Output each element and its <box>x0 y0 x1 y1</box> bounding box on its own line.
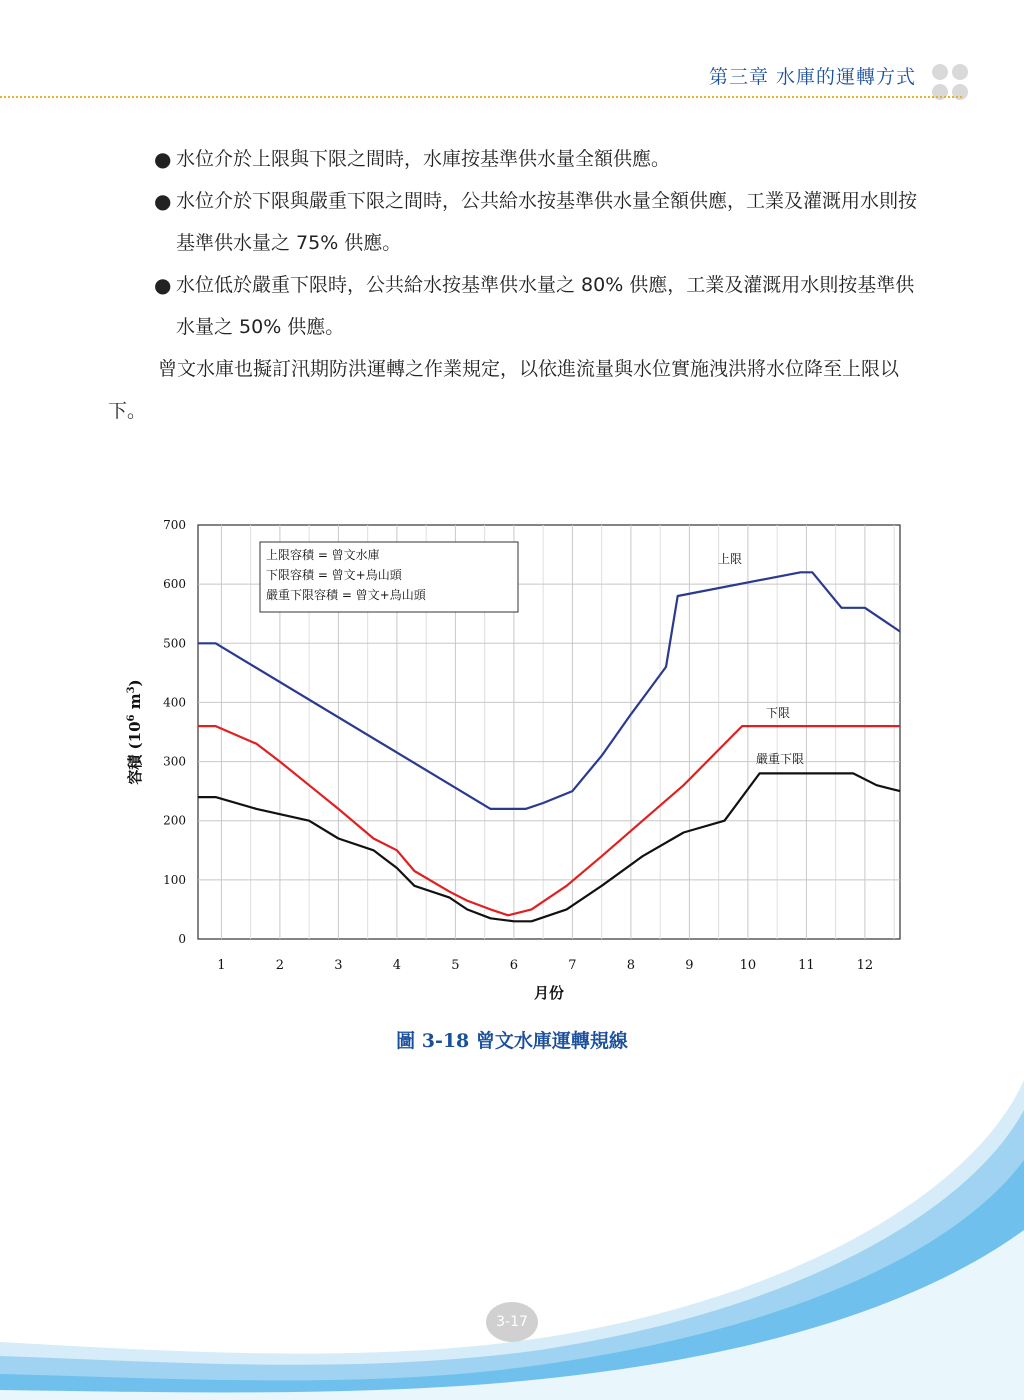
series-label-severe: 嚴重下限 <box>756 752 805 766</box>
body-text <box>108 138 920 432</box>
y-axis-title-close: ) <box>126 679 144 687</box>
bullet-icon: ● <box>154 273 172 297</box>
x-tick-label: 8 <box>626 958 636 973</box>
series-label-lower: 下限 <box>766 706 791 720</box>
y-axis-title <box>126 679 144 784</box>
y-tick-label: 0 <box>178 932 186 946</box>
y-axis-title-unit: m <box>126 693 144 715</box>
x-tick-label: 3 <box>334 958 343 973</box>
page-number: 3-17 <box>486 1302 538 1342</box>
bullet-item <box>154 138 920 180</box>
legend-line: 嚴重下限容積 = 曾文+烏山頭 <box>266 588 426 602</box>
chart-svg <box>108 505 918 1025</box>
y-tick-label: 300 <box>163 754 186 769</box>
bullet-item <box>154 180 920 264</box>
x-tick-label: 1 <box>217 958 226 973</box>
y-axis-title-main: 容積 (10 <box>126 721 144 785</box>
y-tick-label: 600 <box>163 577 186 592</box>
decorative-wave-icon <box>0 1060 1024 1400</box>
x-tick-label: 10 <box>739 958 757 973</box>
x-tick-label: 11 <box>798 958 815 973</box>
y-tick-label: 500 <box>163 636 186 651</box>
chapter-title: 第三章 水庫的運轉方式 <box>708 66 916 88</box>
y-axis-title-sup2: 3 <box>126 686 137 694</box>
series-label-upper: 上限 <box>718 552 743 566</box>
bullet-text: 水位介於下限與嚴重下限之間時，公共給水按基準供水量全額供應，工業及灌溉用水則按基準供水量之 75% 供應。 <box>176 190 918 254</box>
y-tick-label: 700 <box>163 518 186 532</box>
x-tick-label: 5 <box>451 958 460 973</box>
legend-line: 下限容積 = 曾文+烏山頭 <box>266 568 402 582</box>
x-tick-label: 12 <box>856 958 874 973</box>
operation-rule-chart <box>108 505 918 1025</box>
y-axis-title-sup: 6 <box>126 714 137 722</box>
bullet-icon: ● <box>154 147 172 171</box>
body-paragraph: 曾文水庫也擬訂汛期防洪運轉之作業規定，以依進流量與水位實施洩洪將水位降至上限以下。 <box>108 358 900 422</box>
bullet-item <box>154 264 920 348</box>
y-tick-label: 200 <box>163 813 186 828</box>
x-tick-label: 7 <box>568 958 577 973</box>
x-tick-label: 6 <box>509 958 519 973</box>
x-tick-label: 9 <box>685 958 694 973</box>
chart-legend <box>260 542 518 612</box>
y-tick-label: 400 <box>163 695 186 710</box>
x-tick-label: 4 <box>392 958 402 973</box>
figure-caption: 圖 3-18 曾文水庫運轉規線 <box>396 1030 628 1052</box>
bullet-icon: ● <box>154 189 172 213</box>
bullet-text: 水位低於嚴重下限時，公共給水按基準供水量之 80% 供應，工業及灌溉用水則按基準供水量之 50% 供應。 <box>176 274 915 338</box>
bullet-text: 水位介於上限與下限之間時，水庫按基準供水量全額供應。 <box>176 148 671 170</box>
y-tick-label: 100 <box>163 872 186 887</box>
x-axis-title: 月份 <box>533 984 565 1002</box>
legend-line: 上限容積 = 曾文水庫 <box>266 548 380 562</box>
x-tick-label: 2 <box>275 958 285 973</box>
header-divider <box>0 96 962 98</box>
